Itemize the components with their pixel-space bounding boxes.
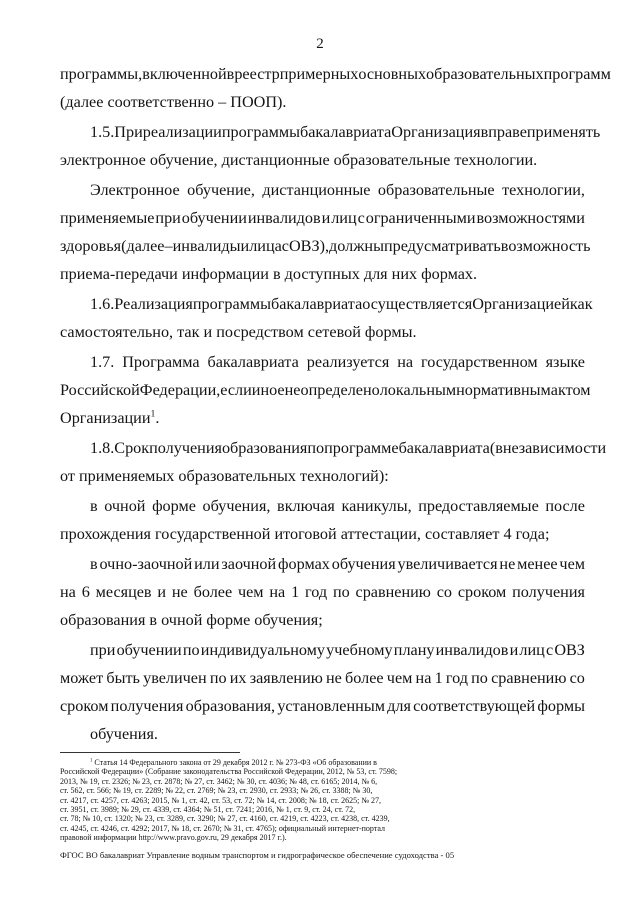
word: чем (386, 669, 413, 687)
word: плану (393, 641, 435, 659)
word: на (415, 669, 432, 687)
text-line (60, 408, 159, 428)
word: их (229, 669, 247, 687)
word: основных (358, 65, 427, 83)
footnote-line: ст. 562, ст. 566; № 19, ст. 2289; № 22, ст. 2769; № 23, ст. 2930, ст. 2933; № 26, ст. 3388; № 30, (60, 786, 373, 796)
word: год (305, 583, 328, 601)
word: как (569, 295, 593, 313)
word: получения (512, 583, 585, 601)
word: возможностями (476, 209, 585, 227)
word: программы, (60, 65, 143, 83)
text-line: приема-передачи информации в доступных для них формах. (60, 265, 478, 283)
word: предоставляемые (418, 497, 539, 515)
word: по (471, 669, 488, 687)
word: после (545, 497, 585, 515)
word: на (397, 353, 414, 371)
word: возможность (500, 237, 591, 255)
word: программы (192, 295, 272, 313)
text-line (60, 208, 585, 228)
text-line: электронное обучение, дистанционные образовательные технологии. (60, 151, 538, 169)
word: по (182, 641, 200, 659)
word: если (220, 381, 252, 399)
word: заочной (221, 555, 277, 573)
text-line (60, 668, 585, 688)
word: образовательных (426, 65, 544, 83)
text-line: прохождения государственной итоговой аттестации, составляет 4 года; (60, 525, 550, 543)
word: сроком (457, 583, 507, 601)
word: ОВЗ), (288, 237, 330, 255)
word: не (326, 669, 342, 687)
word: сравнению (355, 583, 431, 601)
word: нормативным (456, 381, 551, 399)
word: дистанционные (262, 181, 371, 199)
word: осуществляется (362, 295, 473, 313)
word: или (194, 555, 220, 573)
word: Организация (391, 123, 481, 141)
word: реализации (142, 123, 222, 141)
page-number: 2 (316, 36, 324, 52)
word: здоровья (60, 237, 122, 255)
word: программ (543, 65, 611, 83)
footnote-reference[interactable]: 1 (150, 408, 156, 420)
justified-words-3 (90, 496, 585, 516)
word: получения (110, 697, 184, 715)
word: обучения (331, 555, 396, 573)
word: чем (559, 555, 585, 573)
word: Срок (114, 439, 150, 457)
word: форме (152, 497, 196, 515)
word: учебному (326, 641, 393, 659)
word: не (499, 555, 516, 573)
word: 1 (434, 669, 443, 687)
word: увеличен (143, 669, 207, 687)
word: бакалавриата (271, 295, 363, 313)
footnote-line: ст. 3951, ст. 3989; № 29, ст. 4339, ст. 4364; № 51, ст. 7241; 2016, № 1, ст. 9, ст. 24, ст. 72, (60, 805, 356, 814)
word: 1.8. (90, 439, 115, 457)
word: При (114, 123, 143, 141)
text-line (90, 180, 585, 200)
word: бакалавриата (398, 439, 490, 457)
word: формах (278, 555, 330, 573)
word: на (60, 583, 76, 601)
word: бакалавриата (207, 353, 299, 371)
text-line (60, 236, 591, 256)
word: увеличивается (397, 555, 498, 573)
word: (вне (489, 439, 519, 457)
text-line (60, 380, 591, 400)
word: ОВЗ (554, 641, 585, 659)
word: образования, (185, 697, 276, 715)
word: лиц (519, 641, 545, 659)
text-line (90, 352, 585, 372)
word: очно-заочной (99, 555, 193, 573)
text-line: образования в очной форме обучения; (60, 611, 323, 629)
footnote-line: Российской Федерации» (Собрание законодательства Российской Федерации, 2012, № 53, ст. 7598; (60, 767, 398, 777)
justified-words (90, 180, 585, 200)
word: зависимости (518, 439, 607, 457)
word: – (164, 237, 173, 255)
word: определено (300, 381, 380, 399)
word: 6 (81, 583, 90, 601)
word: в (226, 65, 235, 83)
justified-words-2 (90, 352, 585, 372)
text-line (90, 554, 585, 574)
word: Электронное (90, 181, 180, 199)
word: очной (104, 497, 146, 515)
word: (далее (121, 237, 165, 255)
word: обучение, (187, 181, 255, 199)
word: в (90, 497, 98, 515)
text-line: (далее соответственно – ПООП). (60, 93, 287, 111)
word: каникулы, (341, 497, 412, 515)
word: программе (324, 439, 399, 457)
page-footer: ФГОС ВО бакалавриат Управление водным транспортом и гидрографическое обеспечение судоходства - 05 (60, 850, 455, 860)
word: применять (526, 123, 601, 141)
word: со (436, 583, 453, 601)
word: со (569, 669, 585, 687)
justified-words-4 (60, 582, 585, 602)
word: Программа (122, 353, 200, 371)
text-line: обучения. (90, 725, 158, 743)
word: бакалавриата (300, 123, 392, 141)
word: соответствующей (413, 697, 536, 715)
text-line (90, 496, 585, 516)
word: локальным (379, 381, 457, 399)
word: программы (221, 123, 300, 141)
text-line (60, 696, 585, 716)
word: сравнению (491, 669, 567, 687)
word: обучения, (202, 497, 271, 515)
word: Организацией (472, 295, 570, 313)
footnote-line: ст. 78; № 10, ст. 1320; № 23, ст. 3289, ст. 3290; № 27, ст. 4160, ст. 4219, ст. 4223, ст. 4238, ст. 4239, (60, 814, 390, 824)
footnote-line: 2013, № 19, ст. 2326; № 23, ст. 2878; № 27, ст. 3462; № 30, ст. 4036; № 48, ст. 6165; 2014, № 6, (60, 776, 378, 786)
word: заявлению (249, 669, 323, 687)
word: в (90, 555, 98, 573)
word: 1.5. (90, 123, 115, 141)
word: на (269, 583, 286, 601)
word: более (193, 583, 233, 601)
word: иное (251, 381, 285, 399)
word: обучении (181, 209, 247, 227)
word: быть (106, 669, 140, 687)
word: чем (237, 583, 264, 601)
word: должны (329, 237, 384, 255)
word: с (545, 641, 554, 659)
word: может (60, 669, 104, 687)
word: примерных (279, 65, 359, 83)
word: обучении (116, 641, 182, 659)
word: и (240, 237, 250, 255)
word: образовательные (377, 181, 495, 199)
word: ограниченными (365, 209, 476, 227)
text-line: самостоятельно, так и посредством сетевой формы. (60, 323, 417, 341)
footnote-marker: 1 (90, 758, 93, 764)
word: инвалиды (172, 237, 241, 255)
word: более (345, 669, 384, 687)
word: лица (249, 237, 282, 255)
word: Российской (60, 381, 140, 399)
word: 1.6. (90, 295, 115, 313)
text-line (90, 122, 601, 142)
organization-word: Организации (60, 409, 151, 427)
word: инвалидов (247, 209, 321, 227)
word: индивидуальному (200, 641, 326, 659)
word: 1.7. (90, 353, 115, 371)
word: образования (221, 439, 308, 457)
word: инвалидов (435, 641, 509, 659)
word: и (321, 209, 331, 227)
word: с (357, 209, 365, 227)
text-line (90, 640, 585, 660)
word: Реализация (114, 295, 193, 313)
word: предусматривать (383, 237, 501, 255)
footnote-separator (60, 752, 240, 753)
word: месяцев (95, 583, 152, 601)
word: 1 (291, 583, 300, 601)
word: по (209, 669, 227, 687)
word: государственном (421, 353, 538, 371)
word: при (90, 641, 116, 659)
word: вправе (480, 123, 527, 141)
word: для (387, 697, 411, 715)
word: реализуется (306, 353, 390, 371)
footnote-text: Статья 14 Федерального закона от 29 декабря 2012 г. № 273-ФЗ «Об образовании в (94, 758, 377, 767)
word: включая (277, 497, 335, 515)
word: и (509, 641, 519, 659)
footnote-line (90, 758, 585, 767)
word: год (445, 669, 468, 687)
word: установленным (277, 697, 385, 715)
word: не (171, 583, 188, 601)
word: и (157, 583, 167, 601)
text-line (90, 294, 593, 314)
text-line: от применяемых образовательных технологий): (60, 467, 389, 485)
word: применяемые (60, 209, 155, 227)
word: по (332, 583, 350, 601)
word: технологии, (502, 181, 585, 199)
footnote-line: ст. 4245, ст. 4246, ст. 4292; 2017, № 18, ст. 2670; № 31, ст. 4765); официальный интернет-портал (60, 823, 386, 833)
word: сроком (60, 697, 109, 715)
word: с (281, 237, 289, 255)
word: получения (149, 439, 222, 457)
text-line (60, 64, 611, 84)
footnote-line: ст. 4217, ст. 4257, ст. 4263; 2015, № 1, ст. 42, ст. 53, ст. 72; № 14, ст. 2008; № 18, ст. 2625; № 27, (60, 795, 381, 805)
text-line (90, 438, 607, 458)
word: актом (550, 381, 591, 399)
word: языке (545, 353, 585, 371)
period: . (155, 409, 160, 427)
word: по (307, 439, 325, 457)
word: включенной (142, 65, 227, 83)
word: формы (537, 697, 585, 715)
word: менее (517, 555, 558, 573)
word: лиц (331, 209, 357, 227)
word: реестр (234, 65, 280, 83)
footnote-line: правовой информации http://www.pravo.gov.ru, 29 декабря 2017 г.). (60, 833, 287, 843)
word: при (155, 209, 181, 227)
word: Федерации, (139, 381, 221, 399)
word: не (284, 381, 301, 399)
text-line (60, 582, 585, 602)
